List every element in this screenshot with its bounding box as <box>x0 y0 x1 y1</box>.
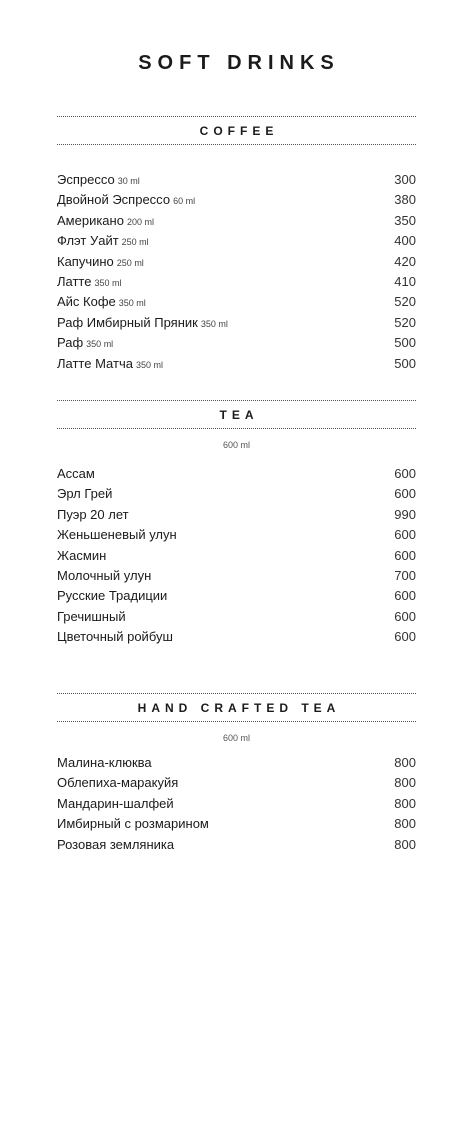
menu-item <box>57 466 416 486</box>
item-name: Розовая земляника <box>57 836 175 852</box>
item-label <box>57 548 106 563</box>
item-name: Раф Имбирный Пряник <box>57 314 198 330</box>
item-price: 600 <box>394 466 416 481</box>
item-name: Облепиха-маракуйя <box>57 775 179 791</box>
item-list <box>57 466 416 650</box>
item-volume: 350 ml <box>94 277 122 288</box>
item-name: Эспрессо <box>57 172 115 187</box>
section-header <box>57 693 416 722</box>
item-volume: 350 ml <box>86 339 114 350</box>
item-label <box>57 796 174 811</box>
item-price: 520 <box>394 294 416 310</box>
menu-item <box>57 629 416 649</box>
item-volume: 350 ml <box>135 359 163 370</box>
item-name: Женьшеневый улун <box>57 527 177 543</box>
item-label <box>57 335 113 350</box>
item-name: Латте <box>57 273 92 289</box>
section-header <box>57 116 416 145</box>
item-price: 410 <box>394 273 416 289</box>
item-volume: 350 ml <box>118 298 146 309</box>
item-label <box>57 315 228 330</box>
item-price: 600 <box>394 486 416 502</box>
item-price: 500 <box>394 355 416 371</box>
item-label <box>57 609 126 624</box>
item-label <box>57 775 178 790</box>
item-price: 600 <box>394 629 416 645</box>
item-price: 800 <box>394 816 416 832</box>
item-name: Имбирный с розмарином <box>57 816 209 832</box>
item-label <box>57 213 154 228</box>
section-title: COFFEE <box>199 123 279 138</box>
item-price: 500 <box>394 335 416 351</box>
item-name: Латте Матча <box>57 355 133 371</box>
item-label <box>57 629 173 644</box>
item-name: Русские Традиции <box>57 588 168 604</box>
menu-item <box>57 192 416 212</box>
item-price: 800 <box>394 795 416 811</box>
menu-item <box>57 548 416 568</box>
menu-item <box>57 507 416 527</box>
menu-item <box>57 527 416 547</box>
item-volume: 30 ml <box>117 176 140 186</box>
item-label <box>57 192 195 207</box>
menu-item <box>57 172 416 192</box>
item-name: Жасмин <box>57 547 107 563</box>
item-label <box>57 254 144 269</box>
item-price: 700 <box>394 567 416 583</box>
section-volume-note: 600 ml <box>222 440 250 450</box>
item-price: 800 <box>394 836 416 852</box>
item-label <box>57 507 129 522</box>
item-label <box>57 466 95 481</box>
item-name: Капучино <box>57 253 114 269</box>
item-price: 300 <box>394 172 416 187</box>
menu-item <box>57 588 416 608</box>
item-label <box>57 837 174 852</box>
item-name: Эрл Грей <box>57 486 113 502</box>
item-volume: 250 ml <box>116 257 144 268</box>
item-volume: 250 ml <box>121 237 149 248</box>
menu-item <box>57 755 416 775</box>
item-label <box>57 233 149 248</box>
item-price: 800 <box>394 755 416 770</box>
item-list <box>57 172 416 376</box>
item-price: 380 <box>394 192 416 208</box>
menu-item <box>57 837 416 857</box>
item-price: 600 <box>394 547 416 563</box>
item-name: Мандарин-шалфей <box>57 795 174 811</box>
item-label <box>57 755 152 770</box>
section-title: TEA <box>219 407 259 422</box>
item-price: 520 <box>394 314 416 330</box>
section-volume-note: 600 ml <box>222 733 250 743</box>
section-tea <box>57 400 416 650</box>
item-name: Пуэр 20 лет <box>57 506 129 522</box>
menu-item <box>57 796 416 816</box>
item-label <box>57 172 140 187</box>
item-name: Американо <box>57 212 124 228</box>
menu-item <box>57 816 416 836</box>
menu-item <box>57 254 416 274</box>
item-label <box>57 527 177 542</box>
section-header <box>57 400 416 429</box>
item-volume: 200 ml <box>126 216 154 227</box>
menu-item <box>57 294 416 314</box>
menu-item <box>57 274 416 294</box>
item-name: Ассам <box>57 466 95 481</box>
menu-item <box>57 233 416 253</box>
item-name: Малина-клюква <box>57 755 152 770</box>
menu-item <box>57 486 416 506</box>
menu-item <box>57 213 416 233</box>
item-price: 600 <box>394 608 416 624</box>
item-label <box>57 486 112 501</box>
item-label <box>57 568 151 583</box>
item-label <box>57 294 146 309</box>
item-price: 800 <box>394 775 416 791</box>
item-price: 600 <box>394 527 416 543</box>
section-coffee <box>57 116 416 376</box>
menu-item <box>57 568 416 588</box>
menu-item <box>57 356 416 376</box>
item-name: Двойной Эспрессо <box>57 192 171 208</box>
item-volume: 60 ml <box>173 196 196 207</box>
menu-item <box>57 315 416 335</box>
item-name: Молочный улун <box>57 567 152 583</box>
item-volume: 350 ml <box>200 318 228 329</box>
item-label <box>57 274 121 289</box>
menu-item <box>57 609 416 629</box>
page-title: SOFT DRINKS <box>138 52 340 74</box>
item-list <box>57 755 416 857</box>
section-title: HAND CRAFTED TEA <box>137 700 341 715</box>
item-name: Флэт Уайт <box>57 233 119 249</box>
item-label <box>57 816 209 831</box>
item-name: Айс Кофе <box>57 294 116 310</box>
section-hand-crafted-tea <box>57 693 416 857</box>
menu-item <box>57 335 416 355</box>
item-price: 400 <box>394 233 416 249</box>
item-label <box>57 588 167 603</box>
item-name: Цветочный ройбуш <box>57 629 173 645</box>
menu-item <box>57 775 416 795</box>
item-price: 420 <box>394 253 416 269</box>
item-price: 600 <box>394 588 416 604</box>
item-name: Гречишный <box>57 608 126 624</box>
item-price: 990 <box>394 506 416 522</box>
item-price: 350 <box>394 212 416 228</box>
item-label <box>57 356 163 371</box>
item-name: Раф <box>57 335 84 351</box>
